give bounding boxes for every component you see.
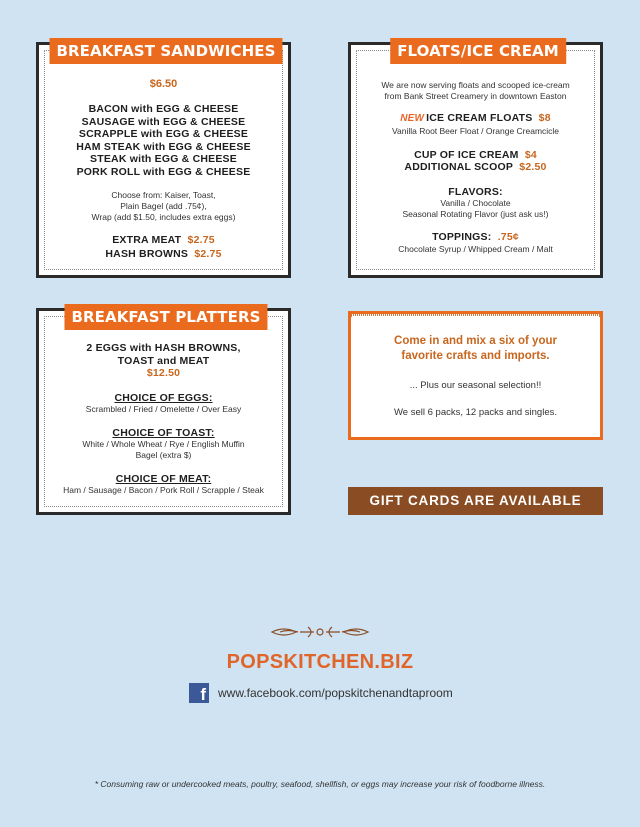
extra-price: $2.75 xyxy=(194,247,222,260)
ice-cream-floats-line xyxy=(351,112,600,126)
promo-line: We sell 6 packs, 12 packs and singles. xyxy=(394,407,557,418)
extra-label: HASH BROWNS xyxy=(105,247,189,260)
flavors-line: Seasonal Rotating Flavor (just ask us!) xyxy=(402,209,549,219)
menu-item: BACON with EGG & CHEESE xyxy=(88,103,239,115)
platter-main-line: 2 EGGS with HASH BROWNS, xyxy=(86,342,241,354)
breakfast-platters-panel xyxy=(36,308,291,515)
panel-title: FLOATS/ICE CREAM xyxy=(390,38,566,64)
bread-choice-line: Choose from: Kaiser, Toast, xyxy=(111,190,216,200)
bread-choice-line: Plain Bagel (add .75¢), xyxy=(120,201,207,211)
scoop-price: $2.50 xyxy=(519,161,547,173)
platter-price: $12.50 xyxy=(146,367,181,379)
sandwich-price: $6.50 xyxy=(149,78,178,90)
platter-main-line: TOAST and MEAT xyxy=(117,354,210,367)
floats-intro-line: We are now serving floats and scooped ice-cream xyxy=(381,80,570,90)
toast-heading: CHOICE OF TOAST: xyxy=(112,426,215,439)
cup-line xyxy=(351,149,600,162)
toast-options: White / Whole Wheat / Rye / English Muffin xyxy=(82,438,245,449)
scoop-line xyxy=(351,161,600,174)
floats-price: $8 xyxy=(538,112,551,124)
new-badge: NEW xyxy=(400,113,425,124)
eggs-heading: CHOICE OF EGGS: xyxy=(114,391,213,404)
promo-headline: Come in and mix a six of your xyxy=(394,335,557,347)
hash-browns-line xyxy=(39,248,288,261)
bread-choice-line: Wrap (add $1.50, includes extra eggs) xyxy=(91,212,236,222)
menu-item: SAUSAGE with EGG & CHEESE xyxy=(81,115,246,128)
toast-options-extra: Bagel (extra $) xyxy=(135,449,192,460)
breakfast-sandwiches-panel xyxy=(36,42,291,278)
extra-price: $2.75 xyxy=(187,234,215,246)
cup-price: $4 xyxy=(524,148,537,161)
floats-intro-line: from Bank Street Creamery in downtown Easton xyxy=(384,91,567,101)
facebook-url[interactable]: www.facebook.com/popskitchenandtaproom xyxy=(218,686,453,700)
scoop-label: ADDITIONAL SCOOP xyxy=(404,161,514,173)
menu-item: HAM STEAK with EGG & CHEESE xyxy=(76,140,251,153)
floats-ice-cream-panel xyxy=(348,42,603,278)
extra-label: EXTRA MEAT xyxy=(112,234,182,246)
panel-title: BREAKFAST PLATTERS xyxy=(64,304,267,330)
eggs-options: Scrambled / Fried / Omelette / Over Easy xyxy=(85,403,242,414)
facebook-icon[interactable]: f xyxy=(189,683,209,703)
menu-item: SCRAPPLE with EGG & CHEESE xyxy=(78,128,249,140)
floats-label: ICE CREAM FLOATS xyxy=(426,112,533,124)
menu-item: PORK ROLL with EGG & CHEESE xyxy=(76,165,251,178)
meat-heading: CHOICE OF MEAT: xyxy=(115,472,212,485)
panel-title: BREAKFAST SANDWICHES xyxy=(49,38,282,64)
meat-options: Ham / Sausage / Bacon / Pork Roll / Scrapple / Steak xyxy=(63,484,264,495)
flavors-label: FLAVORS: xyxy=(448,185,503,198)
menu-item: STEAK with EGG & CHEESE xyxy=(90,153,237,165)
promo-line: ... Plus our seasonal selection!! xyxy=(409,380,542,391)
toppings-line xyxy=(351,231,600,244)
flavors-line: Vanilla / Chocolate xyxy=(440,198,511,208)
promo-headline: favorite crafts and imports. xyxy=(401,350,550,362)
extra-meat-line xyxy=(39,234,288,247)
website-link[interactable]: POPSKITCHEN.BIZ xyxy=(226,651,414,673)
ornament-divider-icon xyxy=(270,623,370,641)
toppings-options: Chocolate Syrup / Whipped Cream / Malt xyxy=(398,243,553,254)
toppings-price: .75¢ xyxy=(497,231,519,243)
disclaimer-text: * Consuming raw or undercooked meats, poultry, seafood, shellfish, or eggs may increase your risk of foodborne illness. xyxy=(94,779,546,789)
floats-options: Vanilla Root Beer Float / Orange Creamcicle xyxy=(391,125,560,136)
toppings-label: TOPPINGS: xyxy=(432,231,492,243)
gift-cards-banner: GIFT CARDS ARE AVAILABLE xyxy=(348,487,603,515)
cup-label: CUP OF ICE CREAM xyxy=(414,148,519,161)
six-pack-promo xyxy=(348,311,603,440)
